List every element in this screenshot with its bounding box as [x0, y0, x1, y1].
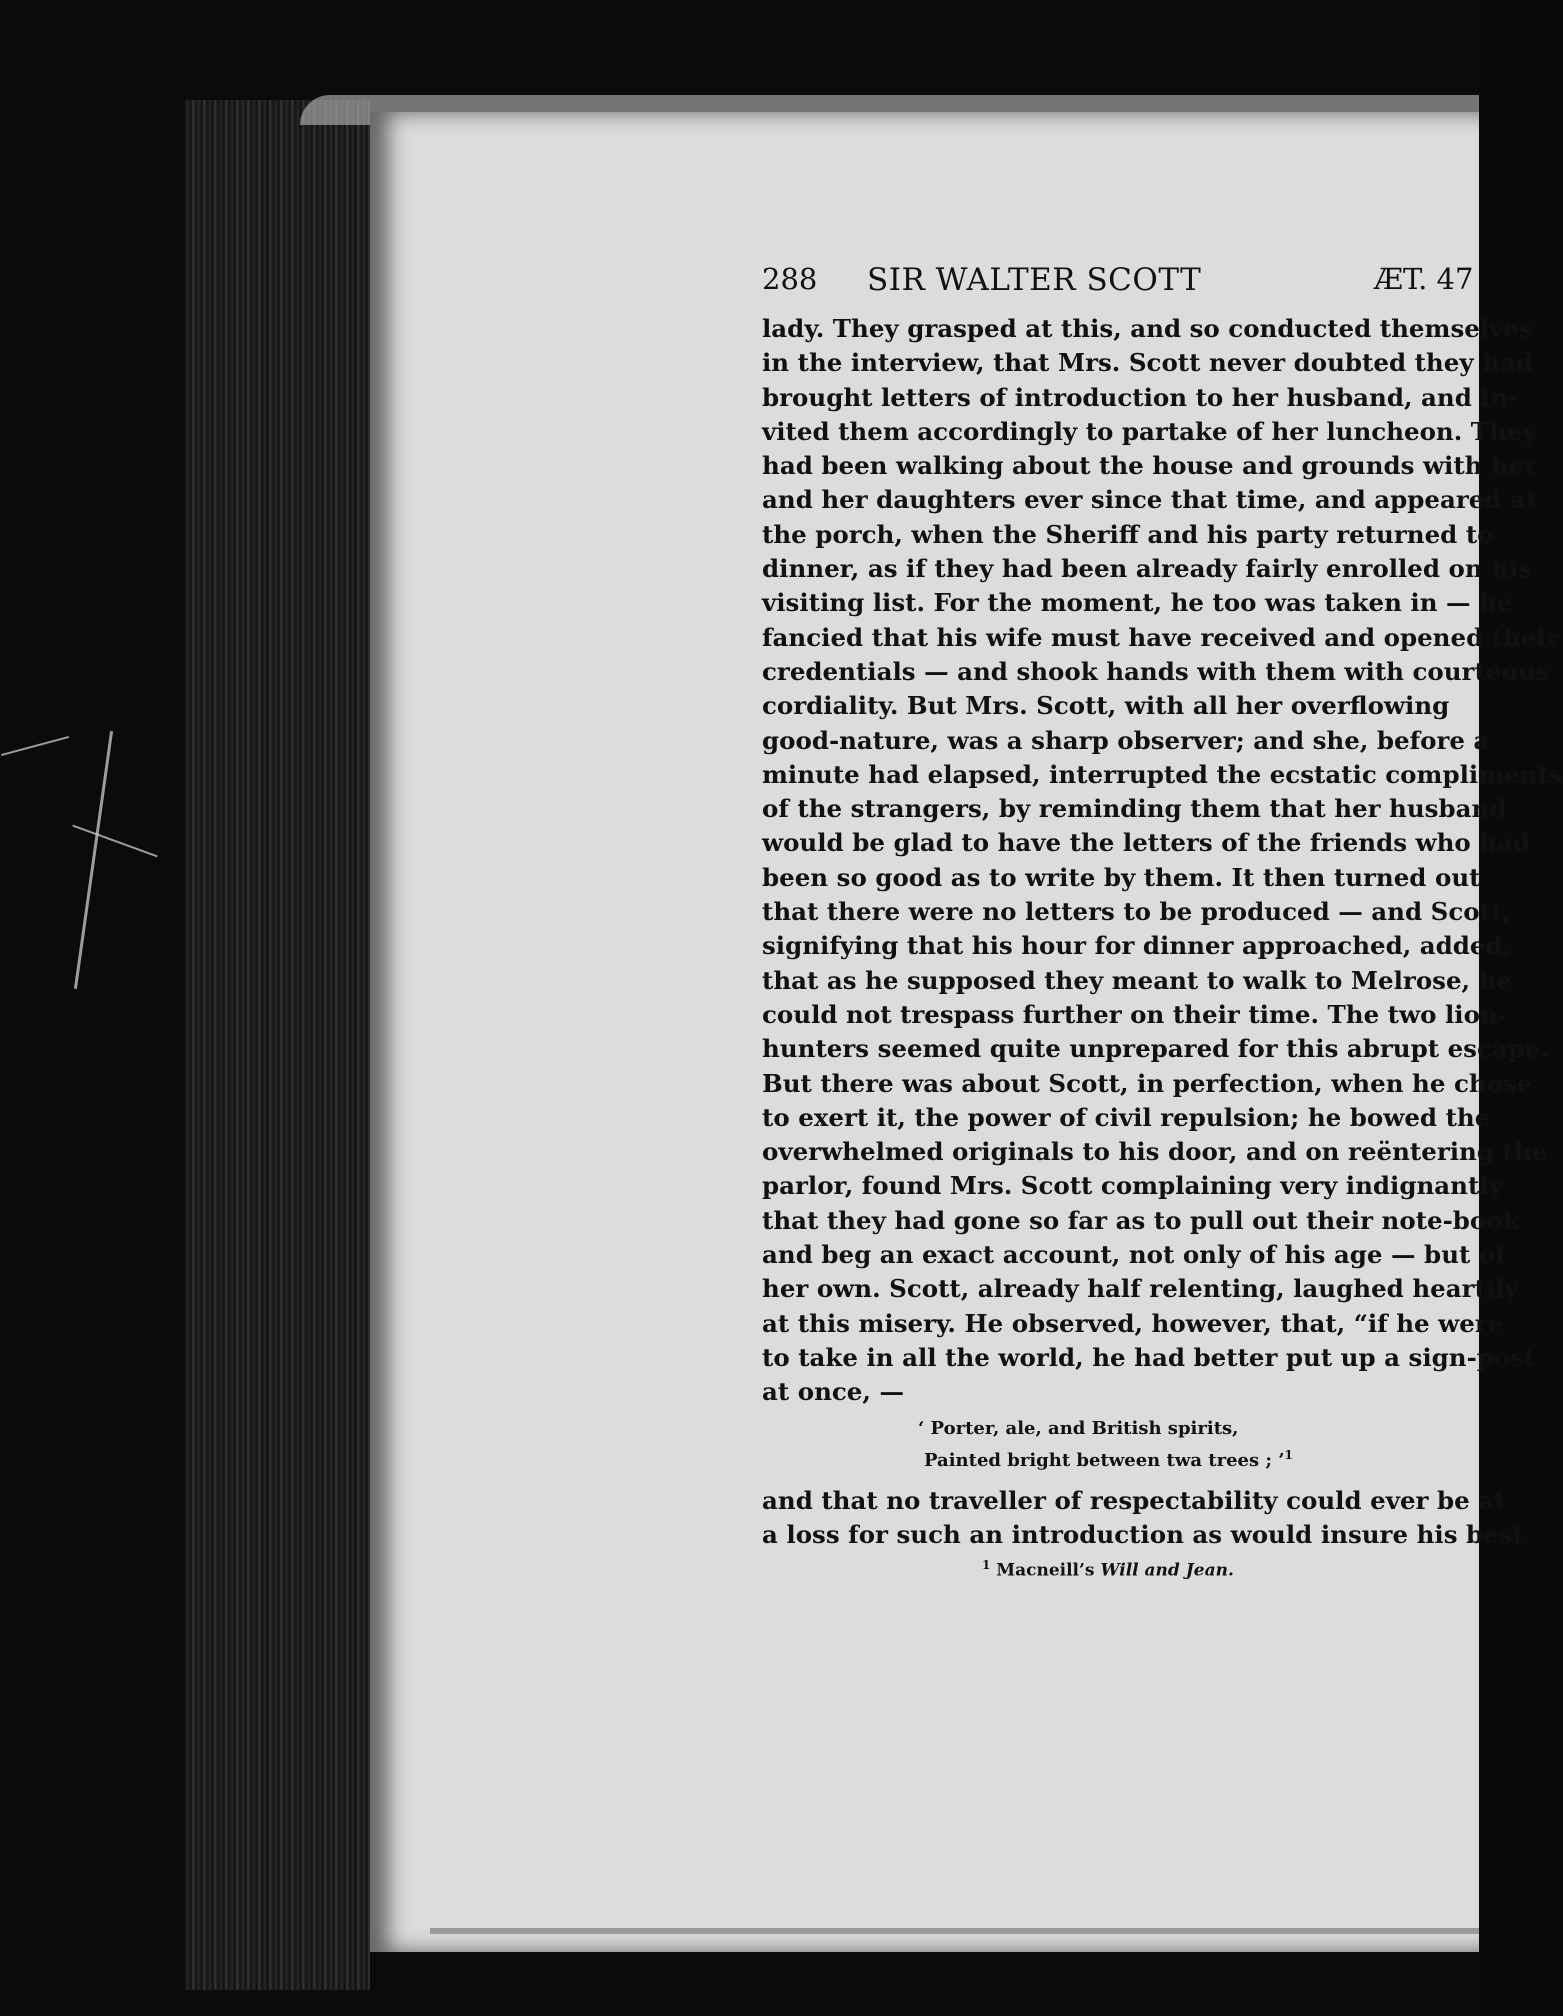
verse-line [762, 1442, 1479, 1474]
footnote [762, 1552, 1479, 1584]
text-line: her own. Scott, already half relenting, laughed heartily [762, 1274, 1519, 1304]
text-line: of the strangers, by reminding them that her husband [762, 794, 1507, 824]
text-line: overwhelmed originals to his door, and on reëntering the [762, 1137, 1548, 1167]
page-header [762, 262, 1479, 312]
text-line: at once, — [762, 1377, 904, 1407]
text-line: to take in all the world, he had better put up a sign-post [762, 1342, 1536, 1372]
text-line: and that no traveller of respectability could ever be at [762, 1485, 1506, 1515]
text-line: cordiality. But Mrs. Scott, with all her overflowing [762, 691, 1450, 721]
body-text [762, 312, 1563, 1410]
scratch-mark [74, 731, 113, 989]
text-line: parlor, found Mrs. Scott complaining very indignantly [762, 1171, 1503, 1201]
verse-line: ‘ Porter, ale, and British spirits, [918, 1417, 1239, 1439]
text-line: minute had elapsed, interrupted the ecstatic compliments [762, 759, 1563, 789]
running-head: SIR WALTER SCOTT [867, 262, 1202, 298]
verse-quotation [762, 1416, 1479, 1474]
text-line: that as he supposed they meant to walk to Melrose, he [762, 965, 1513, 995]
text-line: visiting list. For the moment, he too was taken in — he [762, 588, 1513, 618]
text-line: been so good as to write by them. It then turned out [762, 862, 1481, 892]
text-line: the porch, when the Sheriff and his party returned to [762, 519, 1494, 549]
text-line: a loss for such an introduction as would insure his best [762, 1519, 1524, 1549]
text-line: and beg an exact account, not only of his age — but of [762, 1240, 1506, 1270]
text-line: could not trespass further on their time. The two lion- [762, 999, 1508, 1029]
verse-line-text: Painted bright between twa trees ; ’ [924, 1449, 1285, 1471]
text-line: lady. They grasped at this, and so conducted themselves [762, 314, 1533, 343]
footnote-author: Macneill’s [996, 1560, 1095, 1581]
text-line: But there was about Scott, in perfection, when he chose [762, 1068, 1533, 1098]
book-page-edges [185, 100, 370, 1990]
page-text-block [762, 262, 1563, 1584]
text-line: to exert it, the power of civil repulsion; he bowed the [762, 1102, 1491, 1132]
scratch-mark [72, 825, 157, 858]
text-line: signifying that his hour for dinner approached, added, [762, 931, 1512, 961]
text-line: had been walking about the house and grounds with her [762, 451, 1538, 481]
footnote-title: Will and Jean. [1100, 1560, 1234, 1581]
text-line: dinner, as if they had been already fairly enrolled on his [762, 554, 1533, 584]
text-line: would be glad to have the letters of the friends who had [762, 828, 1531, 858]
text-line: brought letters of introduction to her husband, and in- [762, 382, 1518, 412]
text-line: vited them accordingly to partake of her luncheon. They [762, 416, 1537, 446]
text-line: credentials — and shook hands with them with courteous [762, 656, 1550, 686]
text-line: hunters seemed quite unprepared for this abrupt escape. [762, 1034, 1550, 1064]
text-line: that there were no letters to be produced — and Scott, [762, 897, 1511, 927]
page-number: 288 [762, 262, 818, 296]
footnote-marker: 1 [982, 1558, 991, 1573]
text-line: at this misery. He observed, however, that, “if he were [762, 1308, 1504, 1338]
page-bottom-edge [430, 1928, 1479, 1934]
age-marker: ÆT. 47 [1374, 262, 1474, 296]
scratch-mark [1, 736, 69, 756]
text-line: in the interview, that Mrs. Scott never doubted they had [762, 348, 1533, 378]
text-line: fancied that his wife must have received and opened their [762, 622, 1559, 652]
footnote-reference: 1 [1284, 1447, 1293, 1462]
text-line: and her daughters ever since that time, and appeared at [762, 485, 1538, 515]
text-line: that they had gone so far as to pull out their note-book [762, 1205, 1520, 1235]
closing-text [762, 1484, 1524, 1553]
text-line: good-nature, was a sharp observer; and she, before a [762, 725, 1490, 755]
